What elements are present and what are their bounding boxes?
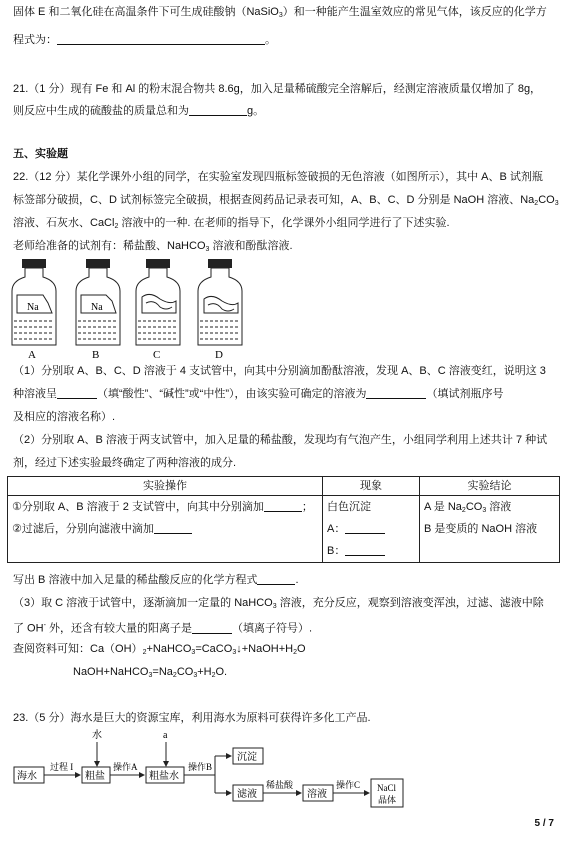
edge-op-a-label: 操作A	[113, 762, 138, 772]
header-phenomenon: 现象	[323, 477, 420, 496]
edge-op-c-label: 操作C	[336, 780, 361, 790]
answer-blank[interactable]	[154, 522, 192, 534]
experiment-table	[7, 476, 560, 563]
bottle-label-a: A	[28, 349, 36, 361]
part-1-line: 及相应的溶液名称）.	[13, 411, 116, 423]
question-21-line: 则反应中生成的硫酸盐的质量总和为 g。	[13, 105, 265, 117]
bottle-label-d: D	[215, 349, 223, 361]
node-crystal-label: 晶体	[378, 795, 397, 805]
bottle-b	[76, 259, 120, 345]
bottle-label-c: C	[153, 349, 161, 361]
answer-blank[interactable]	[192, 622, 232, 634]
bottle-a	[12, 259, 56, 345]
table-header-row	[8, 477, 560, 496]
header-operation: 实验操作	[8, 477, 323, 496]
bottle-a-tag: Na	[27, 302, 39, 313]
edge-process1-label: 过程 I	[50, 762, 74, 772]
reagent-bottles-figure	[0, 255, 260, 363]
answer-blank[interactable]	[57, 387, 97, 399]
node-crude-salt-label: 粗盐	[85, 771, 105, 782]
part-2-line: （2）分别取 A、B 溶液于两支试管中，加入足量的稀盐酸，发现均有气泡产生，小组同学利用上述共计 7 种试	[13, 434, 548, 446]
input-water-label: 水	[92, 730, 102, 741]
text-line: 程式为： 。	[13, 34, 276, 46]
bottle-d	[198, 259, 242, 345]
part-3-line: （3）取 C 溶液于试管中，逐渐滴加一定量的 NaHCO$_3$ 溶液，充分反应，观察到溶液变浑浊，过滤、滤液中除	[13, 597, 544, 610]
part-3-line: 了 OH- 外，还含有较大量的阳离子是 （填离子符号）.	[13, 622, 313, 635]
text-line: 写出 B 溶液中加入足量的稀盐酸反应的化学方程式 .	[13, 574, 299, 586]
header-conclusion: 实验结论	[420, 477, 560, 496]
question-22-line: 溶液、石灰水、CaCl$_2$ 溶液中的一种. 在老师的指导下，化学课外小组同学进行了下述实验.	[13, 217, 450, 230]
page-number: 5 / 7	[534, 818, 554, 829]
answer-blank[interactable]	[57, 33, 265, 45]
reference-line: 查阅资料可知：$Ca(OH)_2+NaHCO_3=CaCO_3↓+NaOH+H_2O$	[13, 643, 306, 656]
operation-cell: ①分别取 A、B 溶液于 2 支试管中，向其中分别滴加 ； ②过滤后，分别向滤液中滴加	[8, 496, 323, 563]
answer-blank[interactable]	[264, 500, 302, 512]
part-1-line: 种溶液呈 （填“酸性”、“碱性”或“中性”），由该实验可确定的溶液为 （填试剂瓶序号	[13, 388, 504, 400]
text-line: 固体 E 和二氧化硅在高温条件下可生成硅酸钠（NaSiO$_3$）和一种能产生温室效应的常见气体，该反应的化学方	[13, 6, 547, 19]
answer-blank[interactable]	[366, 387, 426, 399]
answer-blank[interactable]	[257, 573, 295, 585]
bottle-c	[136, 259, 180, 345]
answer-blank[interactable]	[189, 104, 247, 116]
question-23-line: 23.（5 分）海水是巨大的资源宝库，利用海水为原料可获得许多化工产品.	[13, 712, 371, 724]
conclusion-cell: A 是 $Na_2CO_3$ 溶液 B 是变质的 NaOH 溶液	[420, 496, 560, 563]
node-filtrate-label: 滤液	[237, 789, 257, 800]
question-21-line: 21.（1 分）现有 Fe 和 Al 的粉末混合物共 8.6g，加入足量稀硫酸完全溶解后，经测定溶液质量仅增加了 8g，	[13, 83, 542, 95]
part-1-line: （1）分别取 A、B、C、D 溶液于 4 支试管中，向其中分别滴加酚酞溶液，发现 A、B、C 溶液变红，说明这 3	[13, 365, 546, 377]
answer-blank[interactable]	[345, 544, 385, 556]
node-solution-label: 溶液	[307, 789, 327, 800]
input-a-label: a	[163, 730, 168, 741]
table-row	[8, 496, 560, 563]
edge-op-b-label: 操作B	[188, 762, 213, 772]
answer-blank[interactable]	[345, 522, 385, 534]
node-precipitate-label: 沉淀	[237, 752, 257, 763]
bottle-label-b: B	[92, 349, 100, 361]
phenomenon-cell: 白色沉淀 A： B：	[323, 496, 420, 563]
edge-dilute-hcl-label: 稀盐酸	[266, 780, 294, 790]
node-seawater-label: 海水	[17, 771, 37, 782]
part-2-line: 剂，经过下述实验最终确定了两种溶液的成分.	[13, 457, 237, 469]
bottle-b-tag: Na	[91, 302, 103, 313]
seawater-flow-diagram	[0, 726, 420, 808]
question-22-line: 22.（12 分）某化学课外小组的同学，在实验室发现四瓶标签破损的无色溶液（如图所示），其中 A、B 试剂瓶	[13, 171, 543, 183]
node-nacl-label: NaCl	[377, 783, 396, 793]
node-crude-brine-label: 粗盐水	[149, 771, 179, 782]
reference-line: $NaOH+NaHCO_3=Na_2CO_3+H_2O$.	[73, 666, 228, 679]
section-heading: 五、实验题	[13, 148, 68, 160]
question-22-line: 标签部分破损，C、D 试剂标签完全破损，根据查阅药品记录表可知，A、B、C、D 分别是 NaOH 溶液、$Na_2CO_3$	[13, 194, 559, 207]
question-22-line: 老师给准备的试剂有：稀盐酸、NaHCO$_3$ 溶液和酚酞溶液.	[13, 240, 293, 253]
